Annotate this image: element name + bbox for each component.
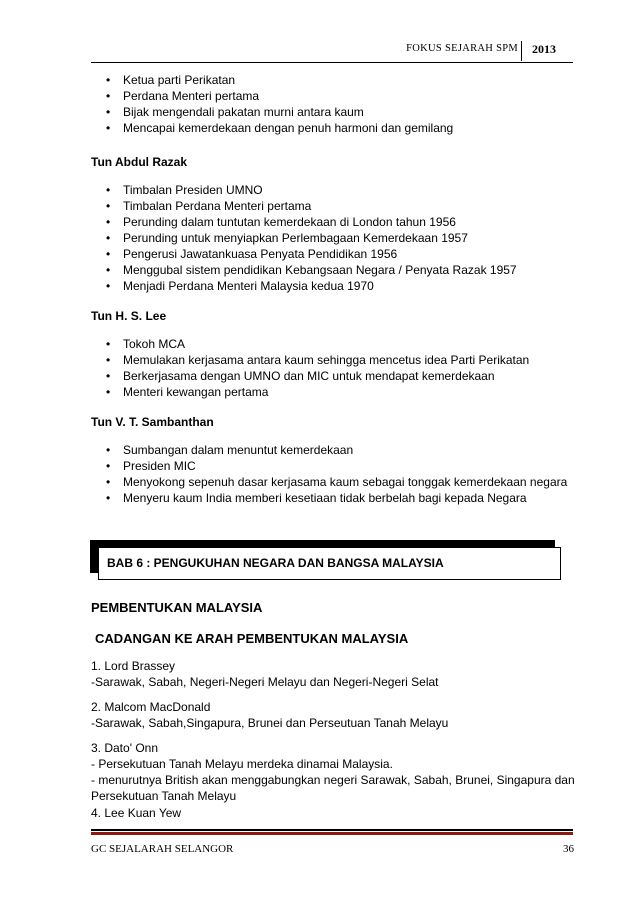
list-item: • Menggubal sistem pendidikan Kebangsaan Negara / Penyata Razak 1957 — [91, 262, 581, 278]
list-item: • Pengerusi Jawatankuasa Penyata Pendidikan 1956 — [91, 246, 581, 262]
proposal-item — [91, 658, 581, 690]
list-item: • Perunding dalam tuntutan kemerdekaan di London tahun 1956 — [91, 214, 581, 230]
list-item: • Mencapai kemerdekaan dengan penuh harmoni dan gemilang — [91, 120, 581, 136]
footer-rule-black — [91, 829, 573, 831]
list-item: • Tokoh MCA — [91, 336, 581, 352]
list-item: • Menjadi Perdana Menteri Malaysia kedua 1970 — [91, 278, 581, 294]
proposal-item — [91, 699, 581, 731]
list-item: • Ketua parti Perikatan — [91, 72, 581, 88]
intro-bullet-list — [91, 72, 581, 136]
proposal-heading: 3. Dato' Onn — [91, 741, 158, 755]
list-item: • Timbalan Perdana Menteri pertama — [91, 198, 581, 214]
list-item: • Berkerjasama dengan UMNO dan MIC untuk mendapat kemerdekaan — [91, 368, 581, 384]
list-item: • Bijak mengendali pakatan murni antara kaum — [91, 104, 581, 120]
main-content — [91, 72, 581, 506]
footer-rule-red — [91, 832, 573, 835]
person-heading: Tun Abdul Razak — [91, 155, 187, 169]
list-item: • Perunding untuk menyiapkan Perlembagaan Kemerdekaan 1957 — [91, 230, 581, 246]
proposal-line: -Sarawak, Sabah,Singapura, Brunei dan Perseutuan Tanah Melayu — [91, 716, 449, 730]
list-item: • Memulakan kerjasama antara kaum sehingga mencetus idea Parti Perikatan — [91, 352, 581, 368]
person-heading: Tun V. T. Sambanthan — [91, 415, 214, 429]
chapter-banner — [90, 540, 561, 580]
subsection-title: CADANGAN KE ARAH PEMBENTUKAN MALAYSIA — [95, 631, 409, 646]
person-bullet-list — [91, 442, 581, 506]
footer-text: GC SEJALARAH SELANGOR — [91, 843, 234, 855]
person-bullet-list — [91, 336, 581, 400]
page-number: 36 — [563, 843, 574, 855]
list-item: • Menteri kewangan pertama — [91, 384, 581, 400]
list-item: • Menyeru kaum India memberi kesetiaan tidak berbelah bagi kepada Negara — [91, 490, 581, 506]
header-title: FOKUS SEJARAH SPM — [406, 43, 518, 54]
chapter-title: BAB 6 : PENGUKUHAN NEGARA DAN BANGSA MALAYSIA — [107, 556, 444, 570]
person-heading: Tun H. S. Lee — [91, 309, 167, 323]
list-item: • Perdana Menteri pertama — [91, 88, 581, 104]
proposal-item — [91, 740, 581, 804]
proposal-line: - menurutnya British akan menggabungkan negeri Sarawak, Sabah, Brunei, Singapura dan — [91, 773, 575, 787]
page-header — [0, 41, 638, 61]
proposal-line: -Sarawak, Sabah, Negeri-Negeri Melayu dan Negeri-Negeri Selat — [91, 675, 439, 689]
list-item: • Sumbangan dalam menuntut kemerdekaan — [91, 442, 581, 458]
section-title: PEMBENTUKAN MALAYSIA — [91, 600, 263, 615]
list-item: • Timbalan Presiden UMNO — [91, 182, 581, 198]
header-divider — [521, 41, 522, 61]
proposal-heading: 4. Lee Kuan Yew — [91, 806, 182, 820]
proposal-heading: 1. Lord Brassey — [91, 659, 176, 673]
chapter-banner-box — [98, 547, 561, 580]
person-bullet-list — [91, 182, 581, 294]
header-year: 2013 — [532, 42, 556, 56]
proposal-heading: 2. Malcom MacDonald — [91, 700, 211, 714]
list-item: • Presiden MIC — [91, 458, 581, 474]
proposal-line: - Persekutuan Tanah Melayu merdeka dinamai Malaysia. — [91, 757, 393, 771]
proposal-line: Persekutuan Tanah Melayu — [91, 789, 237, 803]
list-item: • Menyokong sepenuh dasar kerjasama kaum sebagai tonggak kemerdekaan negara — [91, 474, 581, 490]
proposal-item — [91, 805, 581, 821]
header-rule — [91, 62, 573, 63]
